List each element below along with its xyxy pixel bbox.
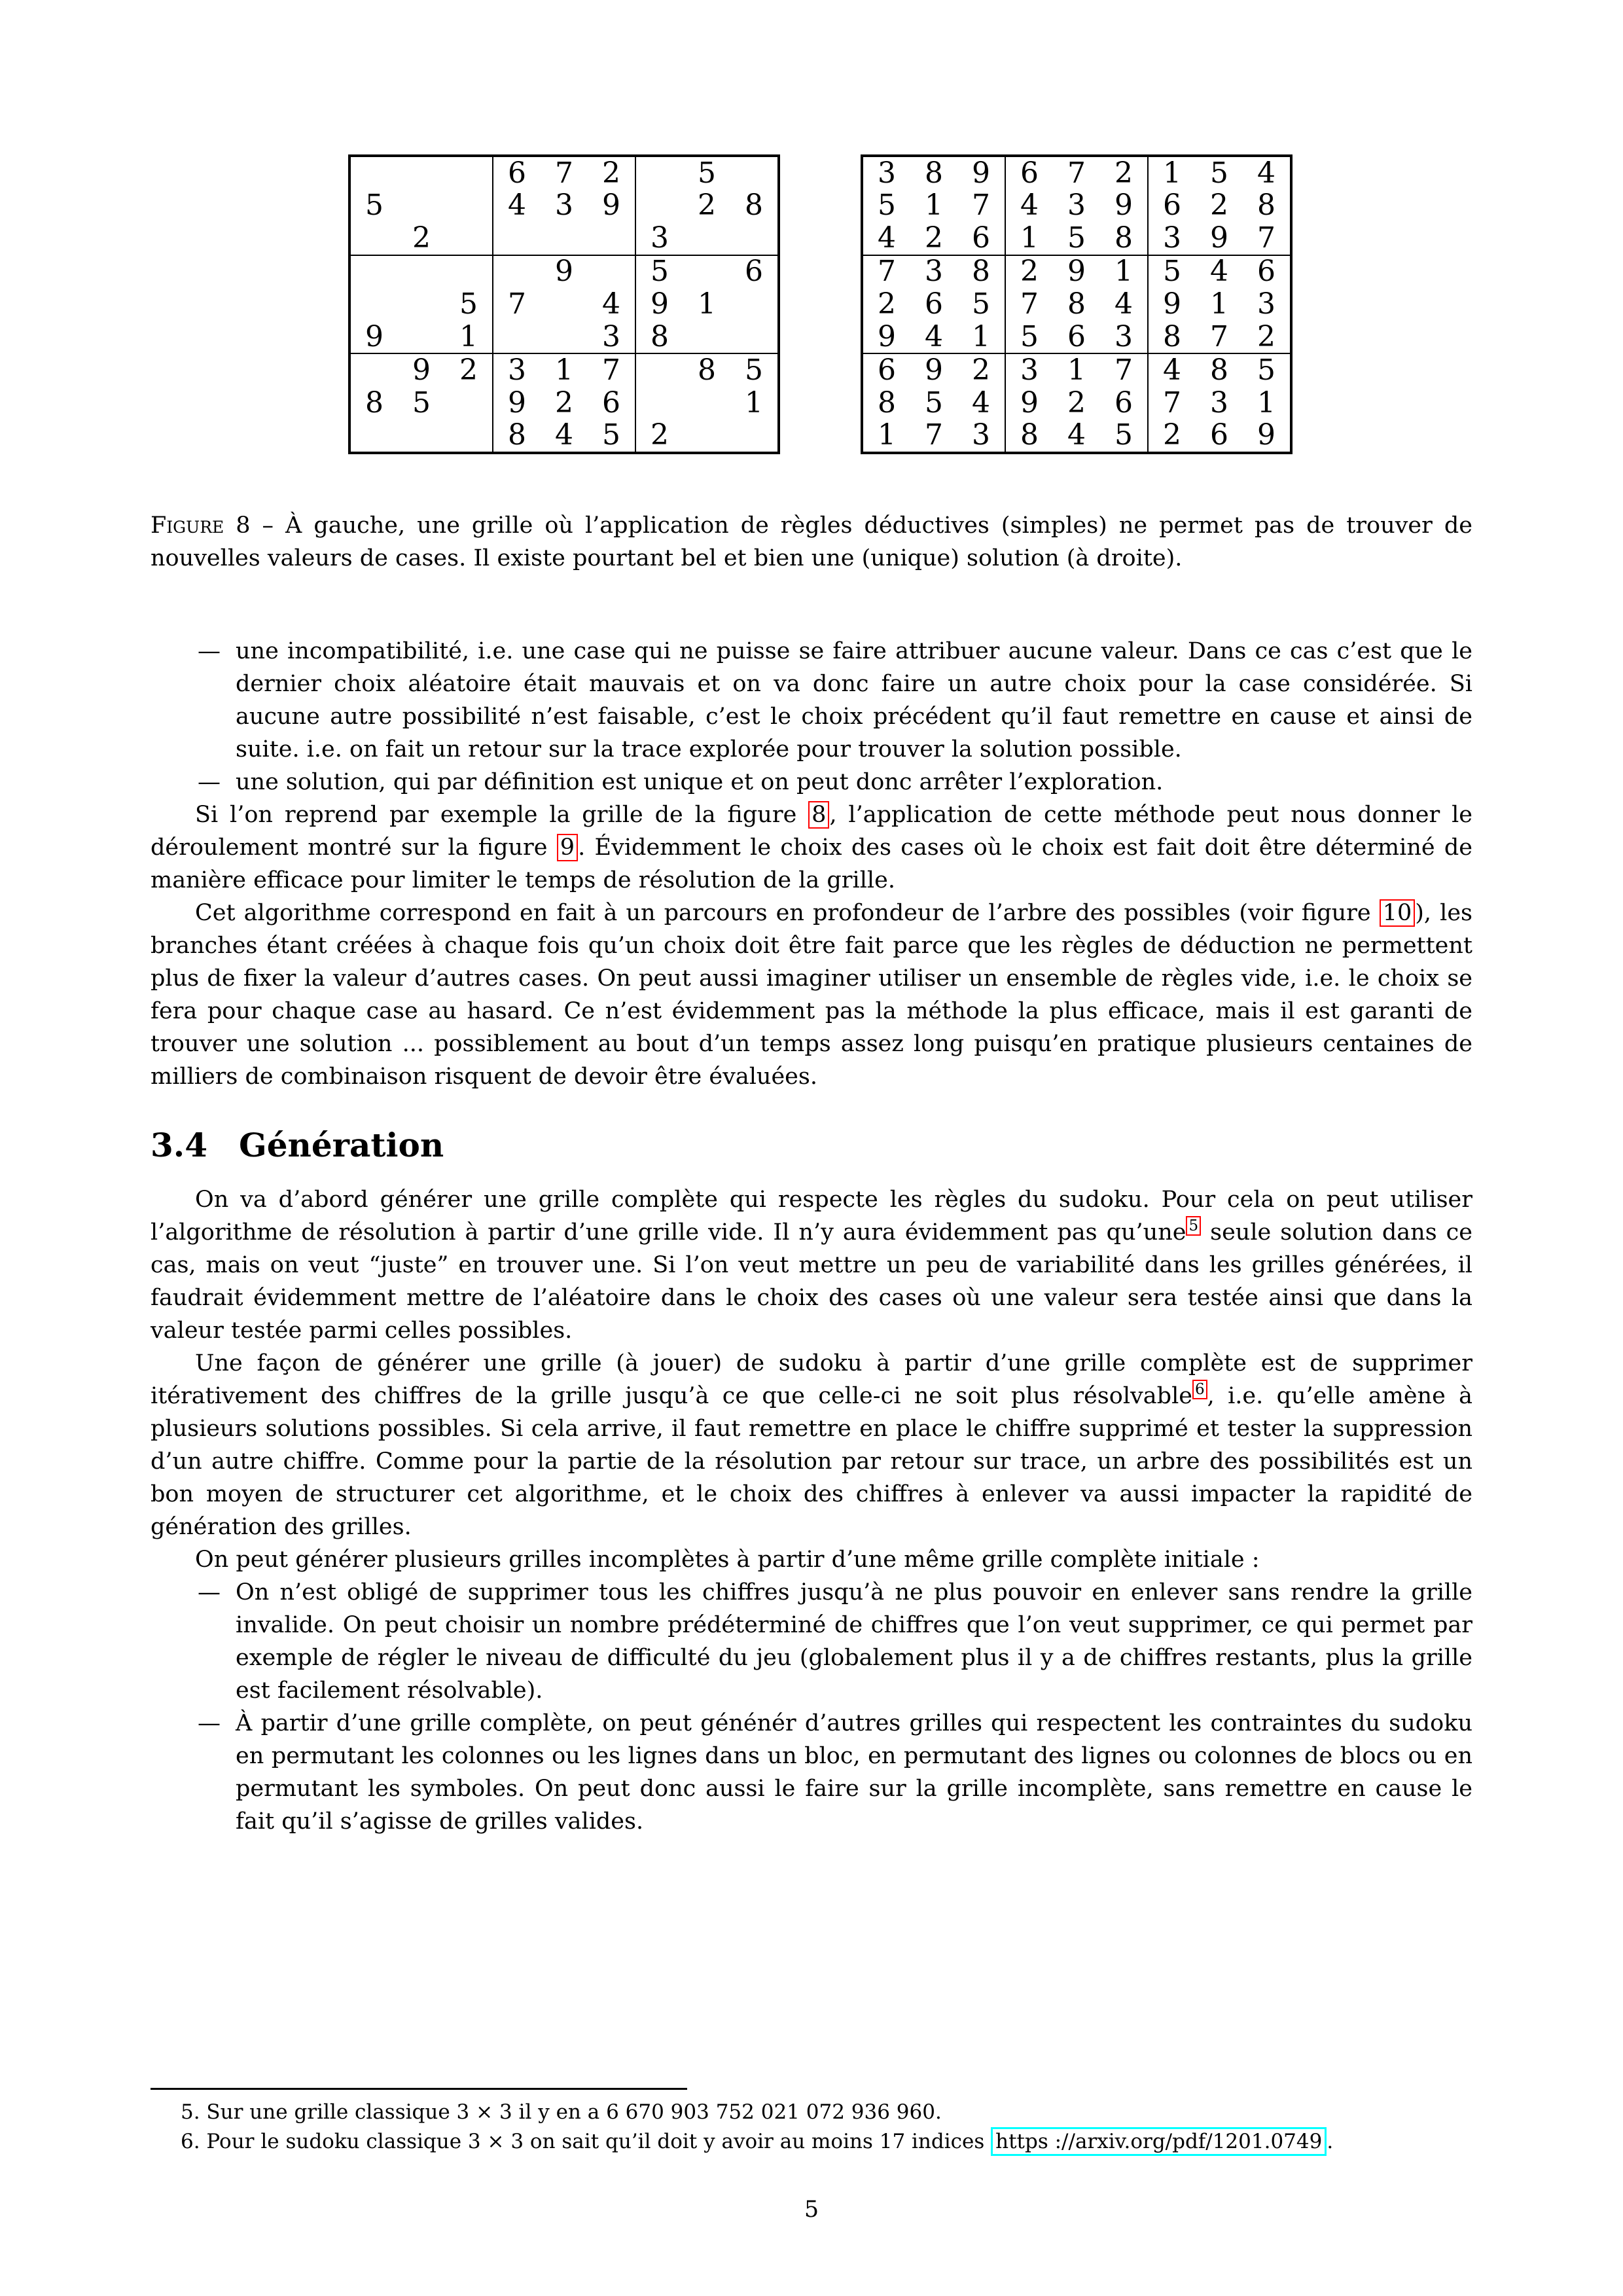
sudoku-cell (683, 256, 730, 289)
sudoku-cell: 6 (508, 156, 526, 190)
sudoku-cell: 6 (1020, 156, 1039, 190)
sudoku-cell: 5 (1115, 418, 1133, 452)
sudoku-cell: 5 (602, 418, 620, 452)
list-item (151, 1576, 1472, 1707)
sudoku-cell: 9 (365, 319, 383, 353)
sudoku-cell: 1 (1163, 156, 1181, 190)
section-number: 3.4 (151, 1126, 207, 1164)
sudoku-cell (351, 419, 398, 452)
sudoku-cell (636, 387, 683, 420)
sudoku-cell: 2 (1115, 156, 1133, 190)
footnote-number: 6. (181, 2130, 200, 2153)
sudoku-block (350, 255, 493, 354)
sudoku-cell: 4 (1210, 255, 1228, 289)
sudoku-cell: 1 (1257, 386, 1275, 420)
sudoku-block (863, 156, 1005, 255)
list-item-text: On n’est obligé de supprimer tous les chiffres jusqu’à ne plus pouvoir en enlever sans rendre la grille invalide. On peut choisir un nombre prédéterminé de chiffres que l’on veut supprimer, ce qui permet par exemple de régler le niveau de difficulté du jeu (globalement plus il y a de chiffres restants, plus la grille est facilement résolvable). (236, 1579, 1472, 1704)
arxiv-link[interactable]: https ://arxiv.org/pdf/1201.0749 (991, 2127, 1327, 2156)
sudoku-cell: 6 (972, 221, 990, 255)
sudoku-block (493, 353, 635, 452)
sudoku-cell (398, 288, 445, 321)
sudoku-cell (730, 157, 777, 190)
sudoku-grid-solution (861, 154, 1293, 454)
sudoku-cell: 8 (1210, 353, 1228, 387)
sudoku-cell: 8 (925, 156, 943, 190)
sudoku-cell: 5 (651, 255, 669, 289)
sudoku-cell: 2 (1257, 319, 1275, 353)
sudoku-cell: 4 (925, 319, 943, 353)
sudoku-cell (398, 157, 445, 190)
sudoku-cell: 3 (925, 255, 943, 289)
sudoku-cell: 7 (878, 255, 896, 289)
sudoku-cell: 9 (651, 287, 669, 321)
sudoku-cell: 6 (1067, 319, 1086, 353)
sudoku-block (493, 255, 635, 354)
sudoku-cell (541, 222, 588, 255)
sudoku-block (635, 156, 778, 255)
sudoku-cell: 7 (1067, 156, 1086, 190)
sudoku-cell (493, 222, 541, 255)
sudoku-cell: 6 (925, 287, 943, 321)
sudoku-cell: 9 (412, 353, 431, 387)
list-item (151, 766, 1472, 798)
sudoku-cell: 2 (1210, 188, 1228, 223)
footnote-5 (151, 2098, 1472, 2127)
section-heading (151, 1127, 1472, 1163)
sudoku-cell: 2 (878, 287, 896, 321)
sudoku-cell: 5 (1163, 255, 1181, 289)
figure-caption: Figure 8 – À gauche, une grille où l’application de règles déductives (simples) ne permet pas de trouver de nouvelles valeurs de cases. Il existe pourtant bel et bien une (unique) solution (à droite). (151, 512, 1472, 571)
sudoku-cell: 4 (1115, 287, 1133, 321)
sudoku-cell: 1 (459, 319, 478, 353)
sudoku-cell: 3 (602, 319, 620, 353)
sudoku-cell: 7 (972, 188, 990, 223)
sudoku-cell: 5 (412, 386, 431, 420)
sudoku-cell: 5 (1210, 156, 1228, 190)
sudoku-cell (588, 222, 635, 255)
item-dash: — (198, 1579, 221, 1605)
sudoku-cell (588, 256, 635, 289)
sudoku-cell: 5 (1067, 221, 1086, 255)
sudoku-cell: 2 (925, 221, 943, 255)
sudoku-cell (683, 321, 730, 353)
list-item-text: une solution, qui par définition est unique et on peut donc arrêter l’exploration. (236, 769, 1164, 795)
sudoku-cell: 2 (602, 156, 620, 190)
sudoku-cell: 9 (1163, 287, 1181, 321)
sudoku-cell: 4 (972, 386, 990, 420)
item-dash: — (198, 638, 221, 664)
sudoku-cell (730, 321, 777, 353)
sudoku-cell: 9 (1257, 418, 1275, 452)
sudoku-cell (445, 222, 492, 255)
sudoku-cell: 2 (972, 353, 990, 387)
sudoku-cell: 6 (1163, 188, 1181, 223)
sudoku-cell: 3 (1257, 287, 1275, 321)
sudoku-cell: 8 (745, 188, 763, 223)
sudoku-cell (683, 222, 730, 255)
sudoku-cell: 8 (1020, 418, 1039, 452)
sudoku-cell: 1 (1210, 287, 1228, 321)
sudoku-cell: 1 (925, 188, 943, 223)
sudoku-cell: 2 (1163, 418, 1181, 452)
sudoku-cell (398, 256, 445, 289)
sudoku-cell: 8 (878, 386, 896, 420)
sudoku-cell: 2 (412, 221, 431, 255)
sudoku-cell (445, 387, 492, 420)
sudoku-cell: 7 (925, 418, 943, 452)
sudoku-cell (351, 288, 398, 321)
sudoku-cell: 7 (508, 287, 526, 321)
sudoku-cell: 9 (1020, 386, 1039, 420)
footnote-number: 5. (181, 2100, 200, 2124)
sudoku-cell (683, 419, 730, 452)
sudoku-cell: 4 (602, 287, 620, 321)
sudoku-cell: 6 (745, 255, 763, 289)
item-dash: — (198, 1710, 221, 1736)
sudoku-cell: 7 (1115, 353, 1133, 387)
sudoku-cell: 4 (555, 418, 573, 452)
sudoku-block (1148, 353, 1291, 452)
figure-ref-link[interactable]: 10 (1380, 899, 1416, 927)
sudoku-cell: 9 (508, 386, 526, 420)
item-dash: — (198, 769, 221, 795)
sudoku-cell: 4 (878, 221, 896, 255)
sudoku-cell (541, 321, 588, 353)
footnote-text: Pour le sudoku classique 3 × 3 on sait qu’il doit y avoir au moins 17 indices https ://arxiv.org/pdf/1201.0749 . (200, 2127, 1334, 2156)
sudoku-cell: 3 (1020, 353, 1039, 387)
sudoku-cell (730, 222, 777, 255)
sudoku-cell: 6 (1257, 255, 1275, 289)
sudoku-block (1005, 353, 1148, 452)
sudoku-cell: 7 (602, 353, 620, 387)
sudoku-cell (730, 288, 777, 321)
sudoku-cell: 3 (508, 353, 526, 387)
sudoku-cell: 3 (651, 221, 669, 255)
sudoku-cell: 5 (745, 353, 763, 387)
sudoku-cell (445, 256, 492, 289)
sudoku-cell (730, 419, 777, 452)
sudoku-cell: 2 (555, 386, 573, 420)
sudoku-cell: 4 (1067, 418, 1086, 452)
sudoku-cell: 8 (698, 353, 716, 387)
section-title: Génération (239, 1126, 444, 1164)
sudoku-cell: 8 (651, 319, 669, 353)
sudoku-cell: 1 (1020, 221, 1039, 255)
sudoku-block (635, 255, 778, 354)
sudoku-cell: 4 (1020, 188, 1039, 223)
sudoku-cell: 1 (1067, 353, 1086, 387)
sudoku-cell: 2 (459, 353, 478, 387)
sudoku-grid-puzzle (348, 154, 780, 454)
sudoku-cell: 1 (1115, 255, 1133, 289)
bullet-list-outcomes (151, 635, 1472, 798)
sudoku-cell: 5 (972, 287, 990, 321)
sudoku-cell: 8 (1163, 319, 1181, 353)
sudoku-cell: 5 (1020, 319, 1039, 353)
sudoku-block (493, 156, 635, 255)
sudoku-cell (636, 157, 683, 190)
list-item (151, 635, 1472, 766)
sudoku-cell: 3 (1163, 221, 1181, 255)
sudoku-cell: 3 (1210, 386, 1228, 420)
sudoku-cell: 1 (698, 287, 716, 321)
sudoku-block (863, 353, 1005, 452)
sudoku-cell: 9 (1067, 255, 1086, 289)
sudoku-cell: 5 (459, 287, 478, 321)
sudoku-cell: 8 (972, 255, 990, 289)
sudoku-cell (351, 256, 398, 289)
figure-ref-link[interactable]: 8 (808, 801, 829, 829)
bullet-list-generation-options (151, 1576, 1472, 1838)
sudoku-block (1148, 156, 1291, 255)
sudoku-cell: 9 (1115, 188, 1133, 223)
sudoku-cell: 4 (508, 188, 526, 223)
sudoku-cell: 8 (1067, 287, 1086, 321)
sudoku-block (863, 255, 1005, 354)
sudoku-cell: 5 (925, 386, 943, 420)
sudoku-cell (351, 157, 398, 190)
sudoku-cell: 6 (1210, 418, 1228, 452)
sudoku-cell: 1 (972, 319, 990, 353)
sudoku-block (635, 353, 778, 452)
sudoku-cell: 9 (878, 319, 896, 353)
sudoku-cell (493, 321, 541, 353)
footnote-mark-link[interactable]: 6 (1192, 1380, 1207, 1399)
sudoku-cell: 9 (925, 353, 943, 387)
paragraph-suppression: Une façon de générer une grille (à jouer) de sudoku à partir d’une grille complète est de supprimer itérativement des chiffres de la grille jusqu’à ce que celle-ci ne soit plus résolvable $^6$ , i.e. qu’elle amène à plusieurs solutions possibles. Si cela arrive, il faut remettre en place le chiffre supprimé et tester la suppression d’un autre chiffre. Comme pour la partie de la résolution par retour sur trace, un arbre des possibilités est un bon moyen de structurer cet algorithme, et le choix des chiffres à enlever va aussi impacter la rapidité de génération des grilles. (151, 1350, 1473, 1540)
sudoku-cell: 8 (1257, 188, 1275, 223)
figure-ref-link[interactable]: 9 (557, 834, 578, 861)
sudoku-cell: 7 (1210, 319, 1228, 353)
sudoku-cell: 6 (602, 386, 620, 420)
sudoku-cell: 1 (878, 418, 896, 452)
sudoku-block (1148, 255, 1291, 354)
footnote-text: Sur une grille classique 3 × 3 il y en a 6 670 903 752 021 072 936 960. (200, 2100, 942, 2124)
caption-label: Figure (151, 512, 224, 539)
sudoku-block (350, 156, 493, 255)
sudoku-cell: 3 (1067, 188, 1086, 223)
paragraph-figure-refs: Si l’on reprend par exemple la grille de la figure 8 , l’application de cette méthode peut nous donner le déroulement montré sur la figure 9 . Évidemment le choix des cases où le choix est fait doit être déterminé de manière efficace pour limiter le temps de résolution de la grille. (151, 802, 1473, 893)
footnote-rule (151, 2088, 687, 2090)
sudoku-cell: 5 (365, 188, 383, 223)
sudoku-cell: 9 (972, 156, 990, 190)
paragraph-algorithm: Cet algorithme correspond en fait à un parcours en profondeur de l’arbre des possibles (voir figure 10 ), les branches étant créées à chaque fois qu’un choix doit être fait parce que les règles de déduction ne permettent plus de fixer la valeur d’autres cases. On peut aussi imaginer utiliser un ensemble de règles vide, i.e. le choix se fera pour chaque case au hasard. Ce n’est évidemment pas la méthode la plus efficace, mais il est garanti de trouver une solution ... possiblement au bout d’un temps assez long puisqu’en pratique plusieurs centaines de milliers de combinaison risquent de devoir être évaluées. (151, 900, 1472, 1090)
sudoku-cell (445, 419, 492, 452)
list-item (151, 1707, 1472, 1838)
sudoku-cell: 4 (1257, 156, 1275, 190)
sudoku-cell: 2 (651, 418, 669, 452)
sudoku-cell (351, 222, 398, 255)
list-item-text: une incompatibilité, i.e. une case qui ne puisse se faire attribuer aucune valeur. Dans ce cas c’est que le dernier choix aléatoire était mauvais et on va donc faire un autre choix pour la case considérée. Si aucune autre possibilité n’est faisable, c’est le choix précédent qu’il faut remettre en cause et ainsi de suite. i.e. on fait un retour sur la trace explorée pour trouver la solution possible. (236, 638, 1472, 762)
list-item-text: À partir d’une grille complète, on peut génénér d’autres grilles qui respectent les contraintes du sudoku en permutant les colonnes ou les lignes dans un bloc, en permutant des lignes ou colonnes de blocs ou en permutant les symboles. On peut donc aussi le faire sur la grille incomplète, sans remettre en cause le fait qu’il s’agisse de grilles valides. (236, 1710, 1472, 1835)
sudoku-cell: 1 (555, 353, 573, 387)
sudoku-block (1005, 156, 1148, 255)
sudoku-cell: 9 (555, 255, 573, 289)
sudoku-cell: 3 (972, 418, 990, 452)
sudoku-cell (636, 190, 683, 223)
paragraph-generation: On va d’abord générer une grille complète qui respecte les règles du sudoku. Pour cela on peut utiliser l’algorithme de résolution à partir d’une grille vide. Il n’y aura évidemment pas qu’une $^5$ seule solution dans ce cas, mais on veut “juste” en trouver une. Si l’on veut mettre un peu de variabilité dans les grilles générées, il faudrait évidemment mettre de l’aléatoire dans le choix des cases où une valeur sera testée ainsi que dans la valeur testée parmi celles possibles. (151, 1187, 1472, 1344)
page-number: 5 (804, 2197, 819, 2223)
sudoku-cell (445, 190, 492, 223)
sudoku-cell: 2 (1020, 255, 1039, 289)
sudoku-cell: 8 (508, 418, 526, 452)
sudoku-cell: 5 (698, 156, 716, 190)
sudoku-cell (636, 354, 683, 387)
footnote-mark-link[interactable]: 5 (1186, 1216, 1201, 1236)
sudoku-cell: 3 (878, 156, 896, 190)
sudoku-cell (398, 190, 445, 223)
sudoku-cell: 5 (878, 188, 896, 223)
sudoku-block (1005, 255, 1148, 354)
sudoku-cell: 2 (698, 188, 716, 223)
sudoku-cell (445, 157, 492, 190)
sudoku-cell: 5 (1257, 353, 1275, 387)
sudoku-cell: 9 (602, 188, 620, 223)
sudoku-cell: 9 (1210, 221, 1228, 255)
sudoku-cell: 7 (1257, 221, 1275, 255)
sudoku-block (350, 353, 493, 452)
sudoku-cell: 3 (555, 188, 573, 223)
sudoku-cell: 8 (365, 386, 383, 420)
sudoku-cell: 3 (1115, 319, 1133, 353)
sudoku-cell: 7 (1020, 287, 1039, 321)
sudoku-cell: 7 (555, 156, 573, 190)
sudoku-cell: 8 (1115, 221, 1133, 255)
sudoku-cell: 7 (1163, 386, 1181, 420)
sudoku-cell: 2 (1067, 386, 1086, 420)
sudoku-cell: 1 (745, 386, 763, 420)
sudoku-cell (351, 354, 398, 387)
sudoku-cell (398, 321, 445, 353)
sudoku-cell (398, 419, 445, 452)
sudoku-cell (683, 387, 730, 420)
paragraph-multiple-grids: On peut générer plusieurs grilles incomplètes à partir d’une même grille complète initiale : (195, 1547, 1260, 1573)
sudoku-cell (493, 256, 541, 289)
sudoku-cell: 4 (1163, 353, 1181, 387)
sudoku-cell: 6 (1115, 386, 1133, 420)
footnote-6 (151, 2127, 1472, 2157)
sudoku-cell: 6 (878, 353, 896, 387)
sudoku-cell (541, 288, 588, 321)
